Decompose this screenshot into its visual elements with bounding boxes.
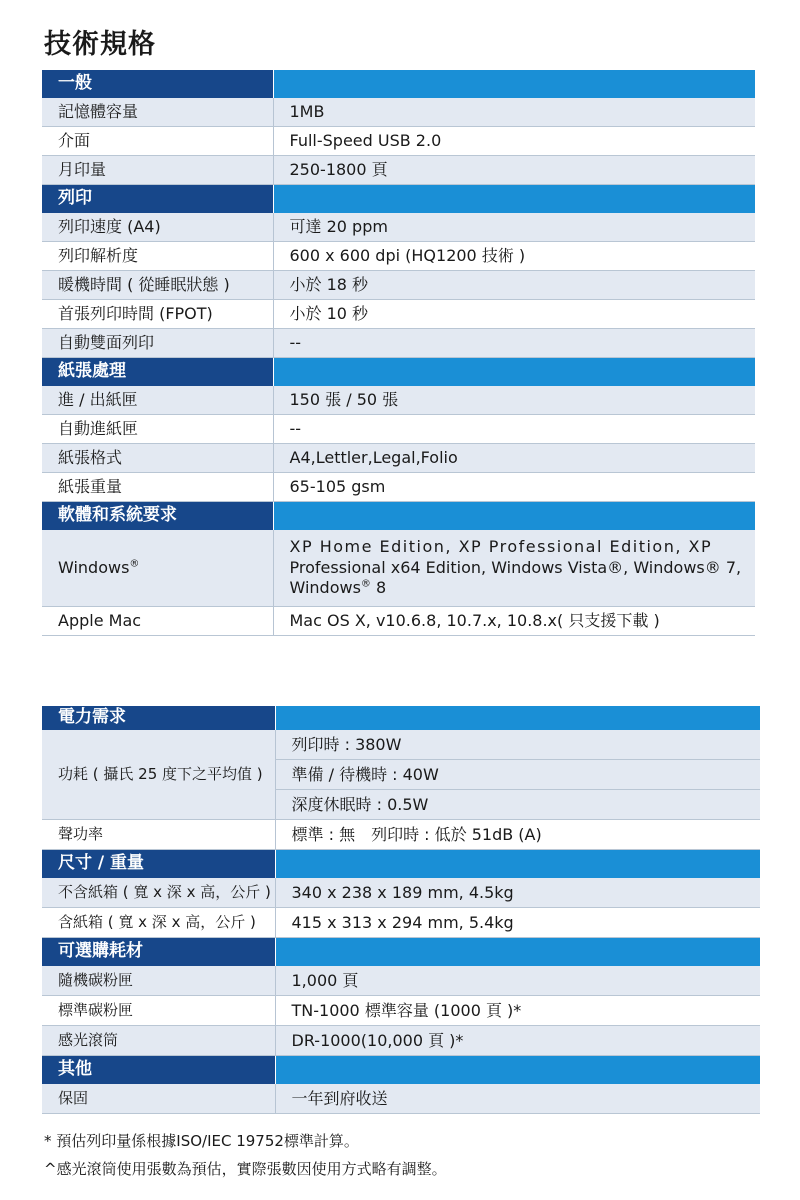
- spec-row: [42, 415, 755, 444]
- section-paper: [42, 358, 755, 387]
- spec-row: [42, 271, 755, 300]
- spec-row: [42, 386, 755, 415]
- spec-value: DR-1000(10,000 頁 )*: [275, 1026, 760, 1056]
- spec-label: 首張列印時間 (FPOT): [42, 300, 273, 329]
- section-header: 軟體和系統要求: [42, 502, 273, 531]
- spec-value: 250-1800 頁: [273, 156, 755, 185]
- section-header: 尺寸 / 重量: [42, 850, 275, 879]
- spec-value: 準備 / 待機時 : 40W: [275, 760, 760, 790]
- spec-value: 65-105 gsm: [273, 473, 755, 502]
- spec-label: 標準碳粉匣: [42, 996, 275, 1026]
- spec-row: [42, 996, 760, 1026]
- section-header: 列印: [42, 185, 273, 214]
- spec-row: [42, 213, 755, 242]
- spec-row: [42, 473, 755, 502]
- spec-row: [42, 444, 755, 473]
- spec-table-2: [42, 706, 760, 1114]
- spec-row: [42, 908, 760, 938]
- page-title: 技術規格: [44, 29, 156, 60]
- spec-table-1: [42, 70, 755, 636]
- spec-row: [42, 156, 755, 185]
- spec-value: 列印時 : 380W: [275, 730, 760, 760]
- spec-label: 列印速度 (A4): [42, 213, 273, 242]
- spec-value: 小於 10 秒: [273, 300, 755, 329]
- spec-label: 列印解析度: [42, 242, 273, 271]
- spec-row: [42, 329, 755, 358]
- footnote: ^感光滾筒使用張數為預估，實際張數因使用方式略有調整。: [44, 1160, 447, 1178]
- section-general: [42, 70, 755, 98]
- spec-value: 一年到府收送: [275, 1084, 760, 1114]
- footnote: * 預估列印量係根據ISO/IEC 19752標準計算。: [44, 1132, 359, 1150]
- section-consumables: [42, 938, 760, 967]
- spec-row: [42, 1084, 760, 1114]
- spec-value: Full-Speed USB 2.0: [273, 127, 755, 156]
- spec-label: Apple Mac: [42, 607, 273, 636]
- spec-label: 月印量: [42, 156, 273, 185]
- spec-label: 不含紙箱 ( 寬 x 深 x 高，公斤 ): [42, 878, 275, 908]
- spec-value: 600 x 600 dpi (HQ1200 技術 ): [273, 242, 755, 271]
- spec-value: 深度休眠時 : 0.5W: [275, 790, 760, 820]
- spec-label: 記憶體容量: [42, 98, 273, 127]
- spec-row: [42, 966, 760, 996]
- section-header: 電力需求: [42, 706, 275, 730]
- section-header: 紙張處理: [42, 358, 273, 387]
- spec-value: TN-1000 標準容量 (1000 頁 )*: [275, 996, 760, 1026]
- spec-label: 自動雙面列印: [42, 329, 273, 358]
- section-software: [42, 502, 755, 531]
- section-header: 一般: [42, 70, 273, 98]
- spec-row: [42, 300, 755, 329]
- spec-label: 介面: [42, 127, 273, 156]
- spec-label: 自動進紙匣: [42, 415, 273, 444]
- spec-value: 1,000 頁: [275, 966, 760, 996]
- spec-value: --: [273, 415, 755, 444]
- spec-value: Mac OS X, v10.6.8, 10.7.x, 10.8.x( 只支援下載 ): [273, 607, 755, 636]
- spec-label: 紙張重量: [42, 473, 273, 502]
- spec-value: --: [273, 329, 755, 358]
- spec-label: 紙張格式: [42, 444, 273, 473]
- spec-label: 含紙箱 ( 寬 x 深 x 高，公斤 ): [42, 908, 275, 938]
- section-other: [42, 1056, 760, 1085]
- spec-label: 聲功率: [42, 820, 275, 850]
- spec-value: 415 x 313 x 294 mm, 5.4kg: [275, 908, 760, 938]
- section-print: [42, 185, 755, 214]
- spec-row: [42, 820, 760, 850]
- spec-row-windows: [42, 530, 755, 607]
- section-header: 可選購耗材: [42, 938, 275, 967]
- spec-row: [42, 607, 755, 636]
- section-header: 其他: [42, 1056, 275, 1085]
- spec-label: Windows®: [42, 530, 273, 607]
- section-dimensions: [42, 850, 760, 879]
- spec-value: 340 x 238 x 189 mm, 4.5kg: [275, 878, 760, 908]
- spec-value: 可達 20 ppm: [273, 213, 755, 242]
- spec-row: [42, 878, 760, 908]
- spec-label: 感光滾筒: [42, 1026, 275, 1056]
- spec-label: 保固: [42, 1084, 275, 1114]
- spec-row: [42, 242, 755, 271]
- spec-value: A4,Lettler,Legal,Folio: [273, 444, 755, 473]
- spec-value: 小於 18 秒: [273, 271, 755, 300]
- spec-value: XP Home Edition, XP Professional Edition, XP Professional x64 Edition, Windows Vista®, Windows® 7, Windows® 8: [273, 530, 755, 607]
- spec-value: 1MB: [273, 98, 755, 127]
- spec-label: 進 / 出紙匣: [42, 386, 273, 415]
- spec-label: 隨機碳粉匣: [42, 966, 275, 996]
- section-power: [42, 706, 760, 730]
- spec-row: [42, 98, 755, 127]
- spec-row: [42, 730, 760, 760]
- spec-value: 標準 : 無 列印時 : 低於 51dB (A): [275, 820, 760, 850]
- spec-value: 150 張 / 50 張: [273, 386, 755, 415]
- spec-row: [42, 1026, 760, 1056]
- spec-label: 暖機時間 ( 從睡眠狀態 ): [42, 271, 273, 300]
- spec-label: 功耗 ( 攝氏 25 度下之平均值 ): [42, 730, 275, 820]
- spec-row: [42, 127, 755, 156]
